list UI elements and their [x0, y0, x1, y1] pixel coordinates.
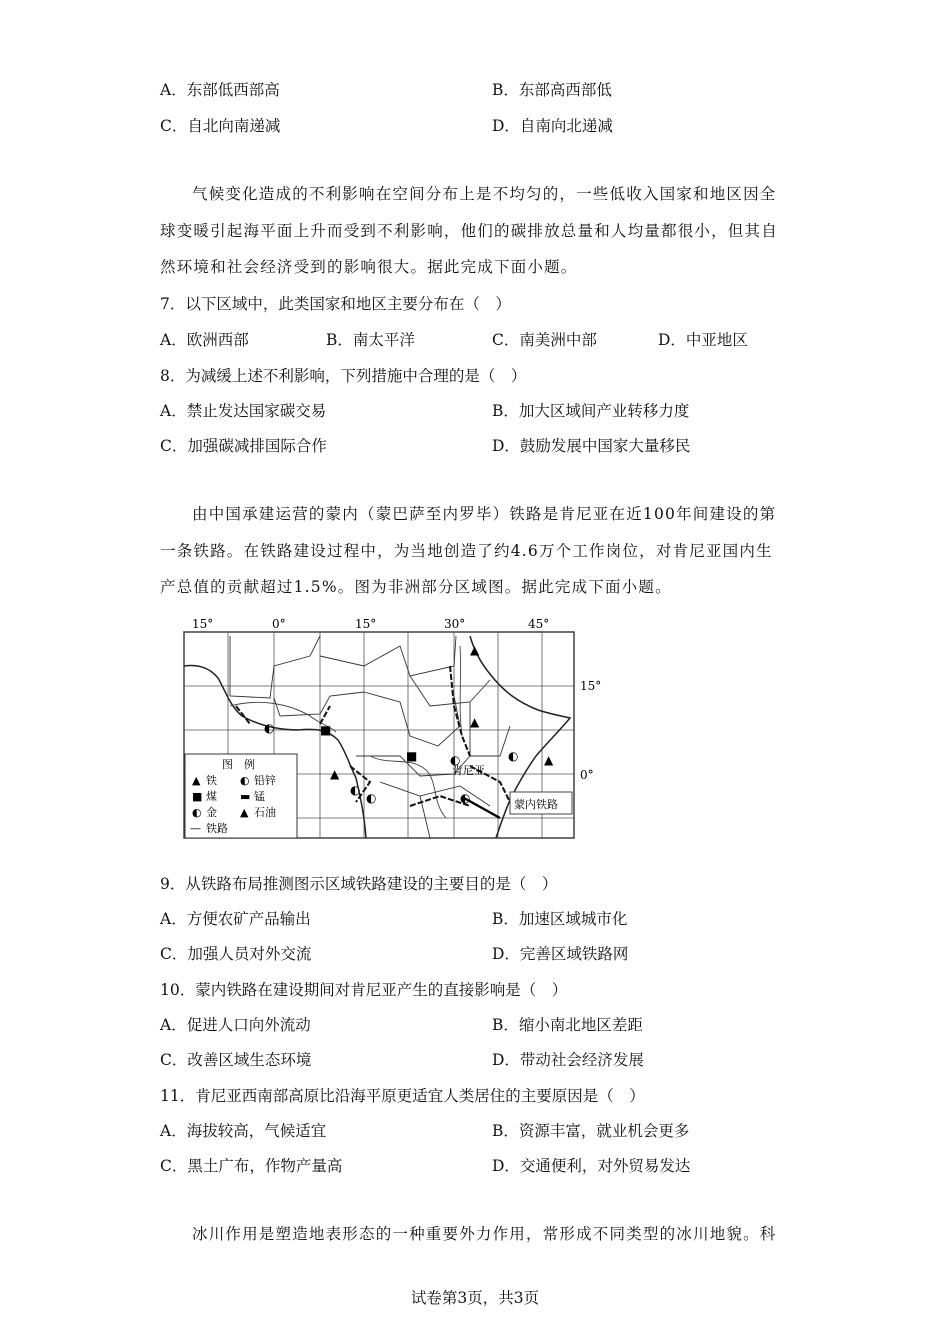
q6-option-d: D．自南向北递减 [492, 117, 613, 135]
passage-glacier-line-1: 冰川作用是塑造地表形态的一种重要外力作用，常形成不同类型的冰川地貌。科 [192, 1225, 777, 1243]
q10-stem: 10．蒙内铁路在建设期间对肯尼亚产生的直接影响是（ ） [160, 981, 568, 999]
q8-option-c[interactable]: C．加强碳减排国际合作 [160, 437, 327, 455]
map-legend [185, 754, 297, 838]
q10-option-b[interactable]: B．缩小南北地区差距 [492, 1016, 643, 1034]
legend-gold-text: 金 [206, 806, 217, 819]
q11-option-d[interactable]: D．交通便利，对外贸易发达 [492, 1157, 691, 1175]
lead-zinc-symbol: ◐ [508, 749, 519, 763]
legend-coal-symbol: ■ [192, 790, 203, 803]
lat-label-15n: 15° [580, 679, 602, 693]
q11-option-a[interactable]: A．海拔较高，气候适宜 [160, 1122, 327, 1140]
q11-option-c[interactable]: C．黑土广布，作物产量高 [160, 1157, 343, 1175]
oil-symbol: ▲ [330, 767, 340, 781]
q10-option-a[interactable]: A．促进人口向外流动 [160, 1016, 311, 1034]
gold-symbol: ◐ [350, 783, 361, 797]
legend-title: 图 例 [222, 758, 255, 771]
gold-symbol: ◐ [264, 721, 275, 735]
passage-climate-line-3: 然环境和社会经济受到的影响很大。据此完成下面小题。 [160, 258, 578, 276]
railway-callout-label: 蒙内铁路 [514, 798, 558, 811]
lon-label-30e: 30° [444, 617, 466, 631]
gold-symbol: ◐ [460, 791, 471, 805]
q8-option-d[interactable]: D．鼓励发展中国家大量移民 [492, 437, 691, 455]
legend-leadzinc-text: 铅锌 [254, 774, 276, 787]
coal-symbol: ■ [406, 749, 418, 763]
q7-option-b[interactable]: B．南太平洋 [326, 331, 415, 349]
q8-option-a[interactable]: A．禁止发达国家碳交易 [160, 402, 327, 420]
iron-symbol: ▲ [470, 715, 480, 729]
q9-stem: 9．从铁路布局推测图示区域铁路建设的主要目的是（ ） [160, 875, 558, 893]
q7-option-d[interactable]: D．中亚地区 [658, 331, 748, 349]
legend-coal-text: 煤 [206, 790, 217, 803]
page-footer: 试卷第3页，共3页 [410, 1289, 540, 1307]
q7-option-a[interactable]: A．欧洲西部 [160, 331, 249, 349]
legend-oil-text: 石油 [254, 806, 276, 819]
legend-iron-text: 铁 [206, 774, 217, 787]
q9-option-b[interactable]: B．加速区域城市化 [492, 910, 628, 928]
legend-gold-symbol: ◐ [192, 806, 202, 819]
lon-label-45e: 45° [528, 617, 550, 631]
lon-label-15w: 15° [192, 617, 214, 631]
coal-symbol: ■ [320, 723, 332, 737]
q7-stem: 7．以下区域中，此类国家和地区主要分布在（ ） [160, 295, 511, 313]
legend-railway-symbol: — [190, 822, 201, 835]
passage-climate [160, 176, 786, 286]
q6-option-a: A．东部低西部高 [160, 81, 280, 99]
passage-climate-line-1: 气候变化造成的不利影响在空间分布上是不均匀的，一些低收入国家和地区因全 [192, 185, 777, 203]
q9-option-a[interactable]: A．方便农矿产品输出 [160, 910, 311, 928]
q11-stem: 11．肯尼亚西南部高原比沿海平原更适宜人类居住的主要原因是（ ） [160, 1087, 645, 1105]
passage-climate-line-2: 球变暖引起海平面上升而受到不利影响，他们的碳排放总量和人均量都很小，但其自 [160, 221, 778, 240]
lat-label-0: 0° [580, 768, 594, 782]
passage-railway [160, 496, 786, 606]
legend-manganese-text: 锰 [254, 790, 265, 803]
q10-option-d[interactable]: D．带动社会经济发展 [492, 1051, 644, 1069]
africa-map [170, 606, 610, 842]
legend-iron-symbol: ▲ [192, 774, 201, 787]
legend-oil-symbol: ▲ [240, 806, 249, 819]
q9-option-d[interactable]: D．完善区域铁路网 [492, 945, 629, 963]
kenya-label: 肯尼亚 [452, 764, 485, 777]
passage-railway-line-1: 由中国承建运营的蒙内（蒙巴萨至内罗毕）铁路是肯尼亚在近100年间建设的第 [192, 505, 777, 523]
q10-option-c[interactable]: C．改善区域生态环境 [160, 1051, 312, 1069]
q9-option-c[interactable]: C．加强人员对外交流 [160, 945, 312, 963]
legend-leadzinc-symbol: ◐ [240, 774, 250, 787]
lon-label-0: 0° [272, 617, 286, 631]
gold-symbol: ◐ [450, 753, 461, 767]
passage-glacier [160, 1216, 786, 1253]
q11-option-b[interactable]: B．资源丰富，就业机会更多 [492, 1122, 690, 1140]
gold-symbol: ◐ [366, 791, 377, 805]
passage-railway-line-2: 一条铁路。在铁路建设过程中，为当地创造了约4.6万个工作岗位，对肯尼亚国内生 [160, 541, 773, 560]
passage-railway-line-3: 产总值的贡献超过1.5%。图为非洲部分区域图。据此完成下面小题。 [160, 578, 672, 596]
q8-stem: 8．为减缓上述不利影响，下列措施中合理的是（ ） [160, 367, 527, 385]
legend-manganese-symbol: ▬ [240, 790, 251, 803]
oil-symbol: ▲ [544, 753, 554, 767]
q6-option-b: B．东部高西部低 [492, 81, 612, 99]
lon-label-15e: 15° [355, 617, 377, 631]
q6-option-c: C．自北向南递减 [160, 117, 281, 135]
iron-symbol: ▲ [470, 643, 480, 657]
q8-option-b[interactable]: B．加大区域间产业转移力度 [492, 402, 690, 420]
legend-railway-text: 铁路 [206, 822, 228, 835]
mineral-symbols [264, 643, 554, 805]
q7-option-c[interactable]: C．南美洲中部 [492, 331, 597, 349]
